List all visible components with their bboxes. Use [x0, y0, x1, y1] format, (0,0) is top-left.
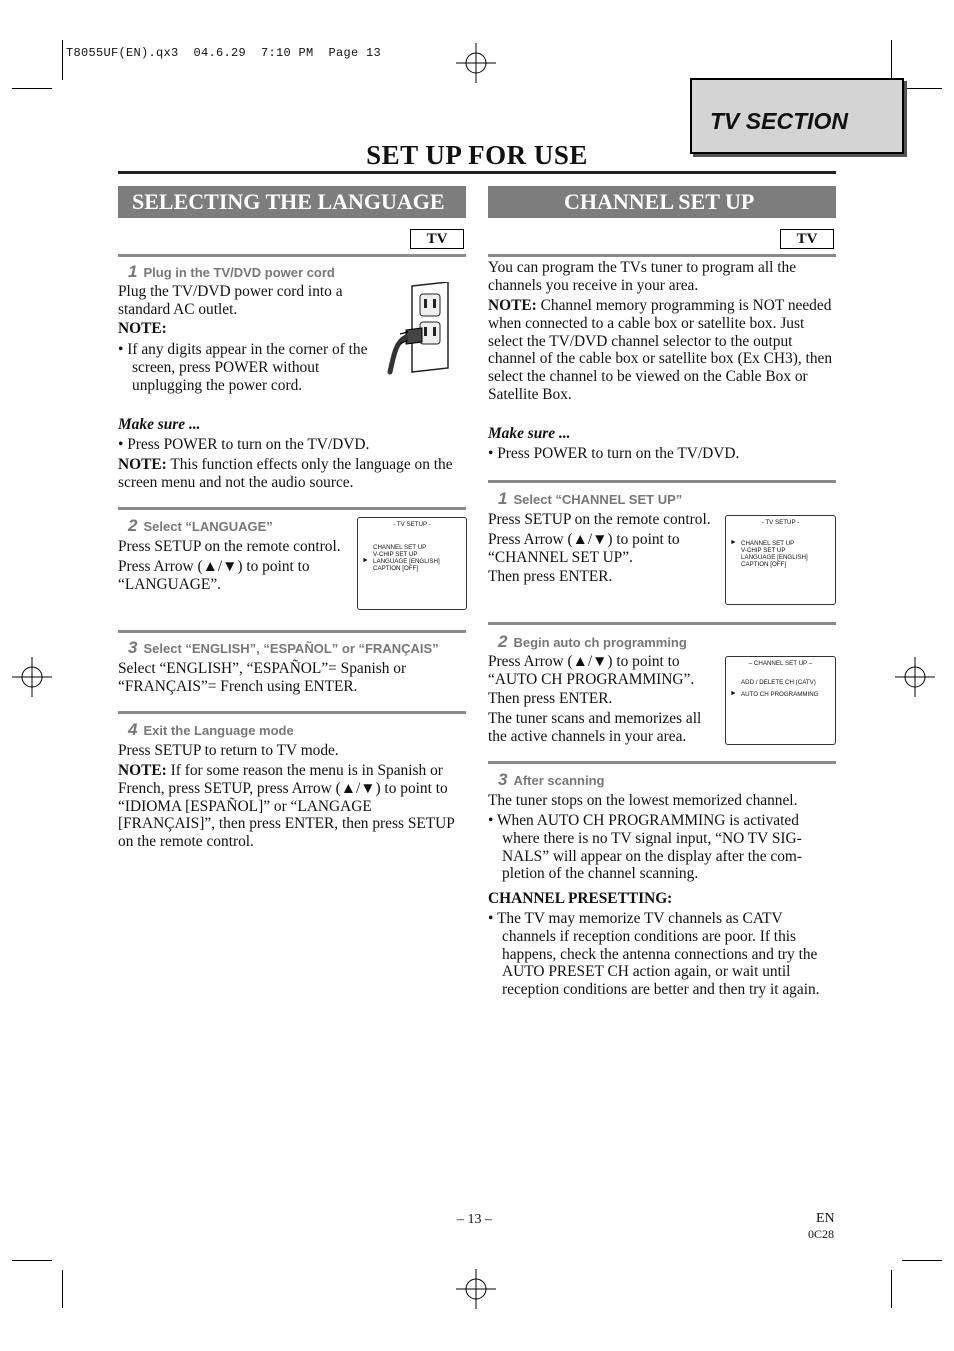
tv-setup-screen [725, 515, 836, 605]
bullet-content: The TV may memorize TV channels as CATV channels if reception conditions are poor. If this happens, check the antenna connections and try the AUTO PRESET CH action again, or wait until reception conditions are better and then try it again. [496, 910, 820, 999]
note-label: NOTE: [118, 456, 167, 473]
step-heading [128, 638, 439, 658]
step-number: 2 [498, 632, 508, 651]
menu-item: V-CHIP SET UP [373, 551, 418, 558]
step-heading [128, 516, 273, 536]
step-text: Press SETUP to return to TV mode. [118, 742, 339, 759]
note-text: If for some reason the menu is in Spanish or French, press SETUP, press Arrow (▲/▼) to point to “IDIOMA [ESPAÑOL]” or “LANGAGE [FRANÇAIS]”, then press ENTER, then press SETUP on the remote control. [118, 762, 455, 851]
bullet-content: If any digits appear in the corner of the screen, press POWER without unplugging the power cord. [127, 341, 368, 394]
power-outlet-icon [382, 282, 462, 382]
step-text: Press Arrow (▲/▼) to point to “LANGUAGE”. [118, 558, 310, 593]
bullet-text: • Press POWER to turn on the TV/DVD. [118, 436, 370, 453]
section-tab-label: TV SECTION [710, 108, 849, 134]
menu-item: ADD / DELETE CH (CATV) [741, 679, 816, 686]
bullet-text: • The TV may memorize TV channels as CATV channels if reception conditions are poor. If this happens, check the antenna connections and try the AUTO PRESET CH action again, or wait until reception conditions are better and then try it again. [488, 910, 820, 999]
title-rule [118, 171, 836, 174]
menu-item: CAPTION [OFF] [741, 561, 787, 568]
note-text: Channel memory programming is NOT needed when connected to a cable box or satellite box. Just select the TV/DVD channel selector to the output channel of the cable box or satellite box (Ex CH3), then select the channel to be viewed on the Cable Box or Satellite Box. [488, 297, 833, 403]
document-code: 0C28 [808, 1227, 835, 1241]
note-paragraph [118, 762, 466, 851]
language-banner: SELECTING THE LANGUAGE [118, 186, 466, 218]
registration-mark-icon [895, 657, 935, 697]
screen-title: - TV SETUP - [393, 521, 431, 528]
channel-banner: CHANNEL SET UP [488, 186, 836, 218]
bullet-text: • When AUTO CH PROGRAMMING is activated where there is no TV signal input, “NO TV SIG-NALS” will appear on the display after the com-pletion of the channel scanning. [488, 812, 803, 883]
menu-item: LANGUAGE [ENGLISH] [741, 554, 808, 561]
step-title: After scanning [513, 773, 605, 788]
step-number: 1 [498, 489, 508, 508]
step-title: Plug in the TV/DVD power cord [143, 265, 335, 280]
menu-item: CAPTION [OFF] [373, 565, 419, 572]
step-title: Select “ENGLISH”, “ESPAÑOL” or “FRANÇAIS” [143, 641, 439, 656]
note-text: This function effects only the language on the screen menu and not the audio source. [118, 456, 453, 491]
page-title: SET UP FOR USE [366, 140, 588, 170]
step-text: Then press ENTER. [488, 690, 613, 707]
page-number: – 13 – [457, 1212, 492, 1227]
crop-mark [12, 88, 52, 89]
cursor-arrow-icon: ► [730, 539, 737, 546]
registration-mark-icon [456, 43, 496, 83]
step-title: Exit the Language mode [143, 723, 294, 738]
step-number: 4 [128, 720, 138, 739]
cursor-arrow-icon: ► [362, 557, 369, 564]
language-code: EN [816, 1211, 835, 1226]
step-number: 2 [128, 516, 138, 535]
section-rule [488, 480, 836, 483]
crop-mark [12, 1260, 52, 1261]
step-title: Begin auto ch programming [513, 635, 687, 650]
section-rule [488, 254, 836, 257]
menu-item: V-CHIP SET UP [741, 547, 786, 554]
step-text: Press SETUP on the remote control. [118, 538, 341, 555]
crop-mark [891, 40, 892, 80]
step-text: Plug the TV/DVD power cord into a standard AC outlet. [118, 283, 343, 318]
section-rule [118, 254, 466, 257]
note-paragraph [488, 297, 836, 404]
step-title: Select “LANGUAGE” [143, 519, 273, 534]
section-rule [118, 507, 466, 510]
note-label: NOTE: [118, 320, 167, 337]
step-number: 3 [128, 638, 138, 657]
crop-mark [62, 40, 63, 80]
channel-setup-screen [725, 656, 836, 745]
step-heading [128, 262, 335, 282]
crop-mark [902, 88, 942, 89]
section-rule [488, 622, 836, 625]
step-title: Select “CHANNEL SET UP” [513, 492, 683, 507]
menu-item: LANGUAGE [ENGLISH] [373, 558, 440, 565]
bullet-content: Press POWER to turn on the TV/DVD. [497, 445, 740, 462]
step-text: Select “ENGLISH”, “ESPAÑOL”= Spanish or “FRANÇAIS”= French using ENTER. [118, 660, 407, 695]
make-sure-label: Make sure ... [488, 425, 571, 442]
registration-mark-icon [456, 1269, 496, 1309]
menu-item: CHANNEL SET UP [373, 544, 427, 551]
tv-tag: TV [780, 229, 834, 249]
intro-text: You can program the TVs tuner to program all the channels you receive in your area. [488, 259, 797, 294]
tv-setup-screen [357, 517, 467, 610]
step-heading [498, 632, 687, 652]
menu-item: AUTO CH PROGRAMMING [741, 691, 819, 698]
bullet-text: • If any digits appear in the corner of the screen, press POWER without unplugging the power cord. [118, 341, 368, 394]
step-text: Then press ENTER. [488, 568, 613, 585]
registration-mark-icon [12, 657, 52, 697]
tv-tag: TV [410, 229, 464, 249]
bullet-text: • Press POWER to turn on the TV/DVD. [488, 445, 740, 462]
make-sure-label: Make sure ... [118, 416, 201, 433]
section-rule [118, 711, 466, 714]
crop-mark [902, 1260, 942, 1261]
step-text: The tuner scans and memorizes all the active channels in your area. [488, 710, 702, 745]
step-text: Press Arrow (▲/▼) to point to “CHANNEL SET UP”. [488, 531, 680, 566]
step-heading [128, 720, 294, 740]
screen-title: – CHANNEL SET UP – [748, 660, 813, 667]
crop-mark [62, 1270, 63, 1308]
presetting-label: CHANNEL PRESETTING: [488, 890, 673, 907]
bullet-content: Press POWER to turn on the TV/DVD. [127, 436, 370, 453]
note-paragraph [118, 456, 458, 492]
step-number: 1 [128, 262, 138, 281]
step-heading [498, 489, 682, 509]
note-label: NOTE: [118, 762, 167, 779]
section-rule [488, 761, 836, 764]
screen-title: - TV SETUP - [761, 519, 800, 526]
crop-mark [891, 1270, 892, 1308]
bullet-content: When AUTO CH PROGRAMMING is activated where there is no TV signal input, “NO TV SIG-NALS” will appear on the display after the com-pletion of the channel scanning. [496, 812, 803, 883]
step-number: 3 [498, 770, 508, 789]
menu-item: CHANNEL SET UP [741, 540, 795, 547]
note-label: NOTE: [488, 297, 537, 314]
step-text: Press SETUP on the remote control. [488, 511, 711, 528]
step-text: Press Arrow (▲/▼) to point to “AUTO CH PROGRAMMING”. [488, 653, 695, 688]
step-text: The tuner stops on the lowest memorized channel. [488, 792, 798, 809]
file-slug: T8055UF(EN).qx3 04.6.29 7:10 PM Page 13 [66, 46, 382, 60]
step-heading [498, 770, 604, 790]
section-rule [118, 630, 466, 633]
cursor-arrow-icon: ► [730, 690, 737, 697]
